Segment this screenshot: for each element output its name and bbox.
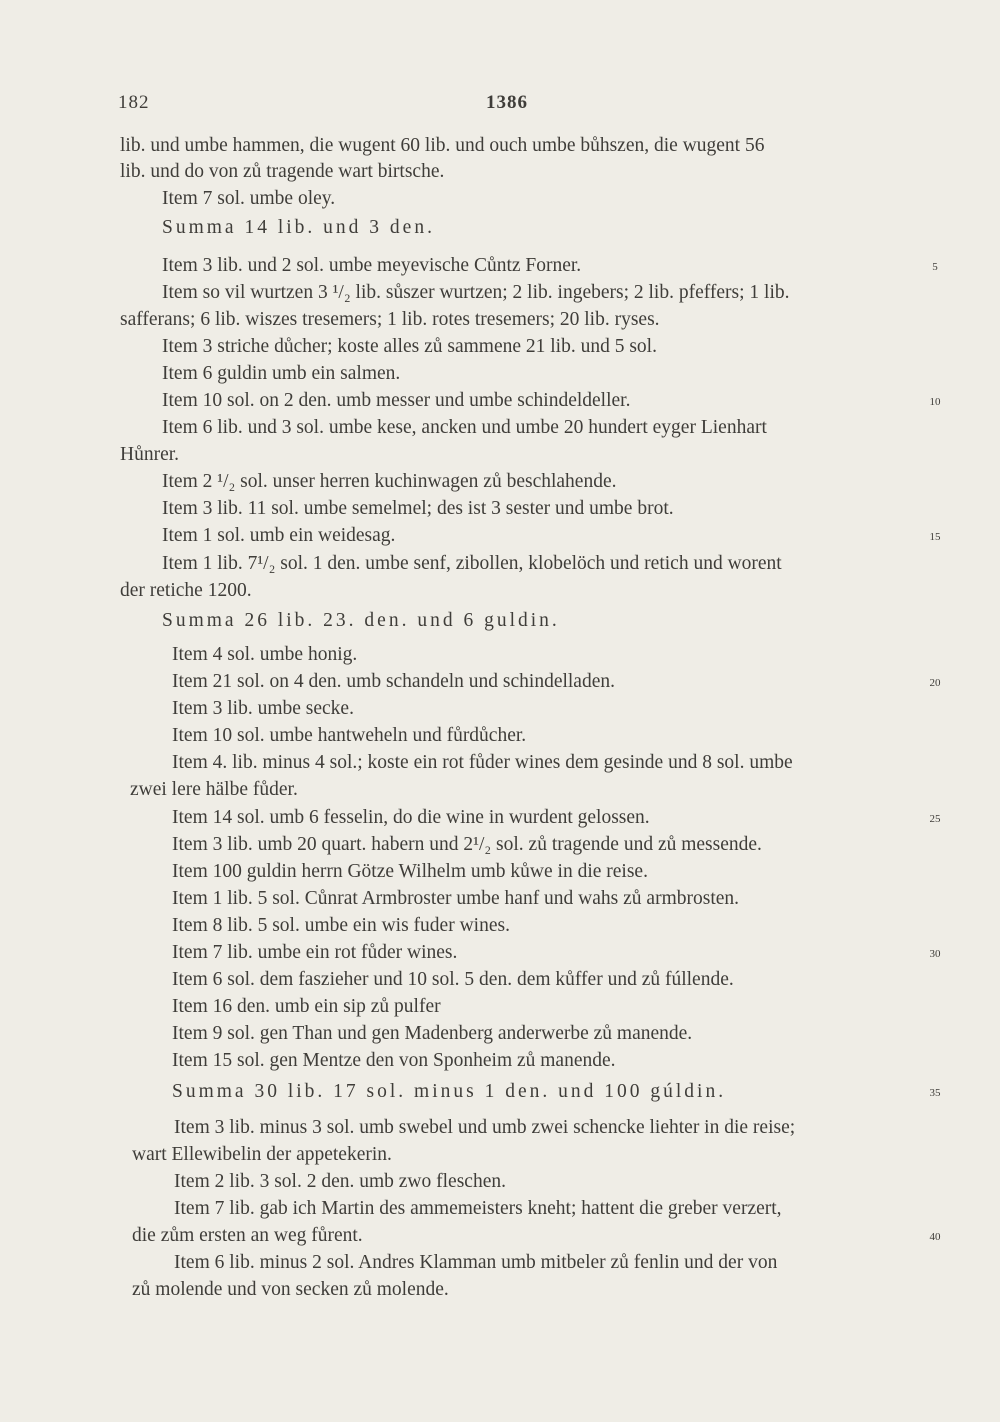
text-line: Item 4 sol. umbe honig. [172, 644, 358, 665]
text-line: Item 2 lib. 3 sol. 2 den. umb zwo fleschen. [174, 1171, 506, 1192]
text-line: Item 14 sol. umb 6 fesselin, do die wine in wurdent gelossen. [172, 807, 650, 828]
text-line: Item 8 lib. 5 sol. umbe ein wis fuder wines. [172, 915, 510, 936]
text-line: Item 3 lib. umbe secke. [172, 698, 354, 719]
text-line: Hůnrer. [120, 444, 180, 465]
line-number: 30 [929, 948, 941, 960]
text-line: Item 10 sol. umbe hantweheln und fůrdůcher. [172, 725, 527, 746]
text-line: Item 3 striche důcher; koste alles zů sammene 21 lib. und 5 sol. [162, 336, 657, 357]
text-line: lib. und umbe hammen, die wugent 60 lib. und ouch umbe bůhszen, die wugent 56 [120, 135, 765, 156]
line-number: 25 [929, 813, 941, 825]
text-line: Item 9 sol. gen Than und gen Madenberg anderwerbe zů manende. [172, 1023, 693, 1044]
text-line: Item 100 guldin herrn Götze Wilhelm umb kůwe in die reise. [172, 861, 648, 882]
text-line: Item 1 lib. 7¹/₂ sol. 1 den. umbe senf, zibollen, klobelöch und retich und worent [162, 553, 782, 574]
text-line: Item 7 sol. umbe oley. [162, 188, 336, 209]
text-line: Item 6 lib. minus 2 sol. Andres Klamman umb mitbeler zů fenlin und der von [174, 1252, 778, 1273]
text-line: Item 6 sol. dem faszieher und 10 sol. 5 den. dem kůffer und zů fúllende. [172, 969, 734, 990]
text-line: Item 3 lib. und 2 sol. umbe meyevische Cůntz Forner. [162, 255, 582, 276]
text-line: der retiche 1200. [120, 580, 252, 601]
page-number: 182 [118, 92, 150, 113]
text-line: Item 3 lib. 11 sol. umbe semelmel; des ist 3 sester und umbe brot. [162, 498, 674, 519]
text-line: die zům ersten an weg fůrent. [132, 1225, 363, 1246]
text-line: Item 6 guldin umb ein salmen. [162, 363, 401, 384]
line-number: 20 [929, 677, 941, 689]
text-line: Item 16 den. umb ein sip zů pulfer [172, 996, 441, 1017]
text-line: zů molende und von secken zů molende. [132, 1279, 449, 1300]
text-line: Item 6 lib. und 3 sol. umbe kese, ancken und umbe 20 hundert eyger Lienhart [162, 417, 767, 438]
text-line: wart Ellewibelin der appetekerin. [132, 1144, 392, 1165]
text-line: zwei lere hälbe fůder. [130, 779, 298, 800]
line-number: 35 [929, 1087, 941, 1099]
text-line: lib. und do von zů tragende wart birtsche. [120, 161, 445, 182]
text-line: Item 4. lib. minus 4 sol.; koste ein rot fůder wines dem gesinde und 8 sol. umbe [172, 752, 793, 773]
text-line: Item 3 lib. umb 20 quart. habern und 2¹/₂ sol. zů tragende und zů messende. [172, 834, 762, 855]
summa-line: Summa 14 lib. und 3 den. [162, 217, 435, 238]
summa-line: Summa 30 lib. 17 sol. minus 1 den. und 100 gúldin. [172, 1081, 727, 1102]
text-line: safferans; 6 lib. wiszes tresemers; 1 lib. rotes tresemers; 20 lib. ryses. [120, 309, 660, 330]
text-line: Item 7 lib. gab ich Martin des ammemeisters kneht; hattent die greber verzert, [174, 1198, 782, 1219]
text-line: Item so vil wurtzen 3 ¹/₂ lib. sůszer wurtzen; 2 lib. ingebers; 2 lib. pfeffers; 1 lib. [162, 282, 790, 303]
text-line: Item 21 sol. on 4 den. umb schandeln und schindelladen. [172, 671, 615, 692]
text-line: Item 15 sol. gen Mentze den von Sponheim zů manende. [172, 1050, 616, 1071]
text-line: Item 1 lib. 5 sol. Cůnrat Armbroster umbe hanf und wahs zů armbrosten. [172, 888, 740, 909]
summa-line: Summa 26 lib. 23. den. und 6 guldin. [162, 610, 560, 631]
text-line: Item 10 sol. on 2 den. umb messer und umbe schindeldeller. [162, 390, 631, 411]
line-number: 10 [929, 396, 941, 408]
line-number: 15 [929, 531, 941, 543]
text-line: Item 3 lib. minus 3 sol. umb swebel und umb zwei schencke liehter in die reise; [174, 1117, 796, 1138]
line-number: 5 [932, 261, 938, 273]
text-line: Item 2 ¹/₂ sol. unser herren kuchinwagen zů beschlahende. [162, 471, 617, 492]
text-line: Item 7 lib. umbe ein rot fůder wines. [172, 942, 458, 963]
text-line: Item 1 sol. umb ein weidesag. [162, 525, 396, 546]
line-number: 40 [929, 1231, 941, 1243]
page-year-header: 1386 [486, 92, 528, 113]
